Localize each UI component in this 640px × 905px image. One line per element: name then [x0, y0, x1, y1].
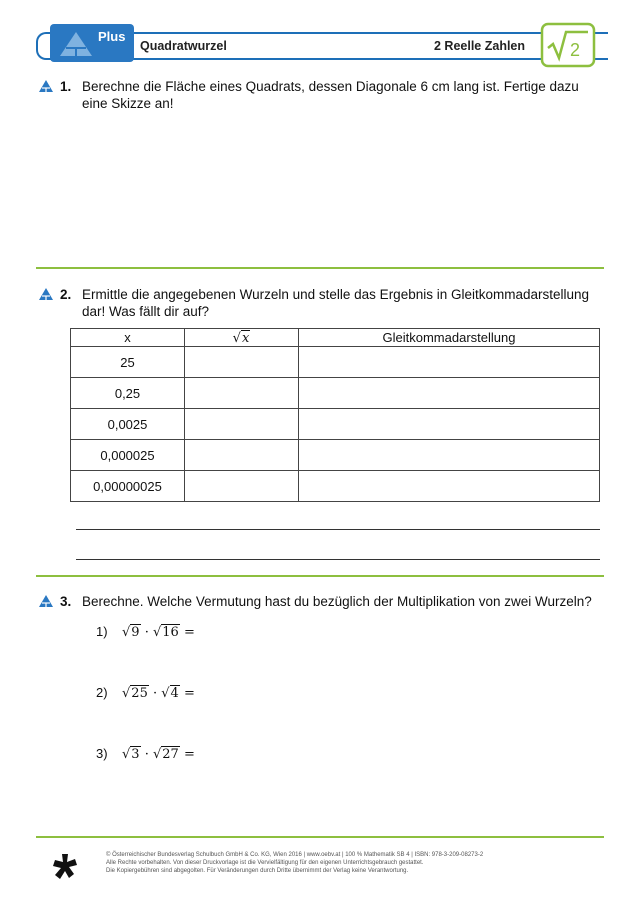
table-row [71, 440, 600, 471]
cell-sqrt[interactable] [185, 347, 299, 378]
answer-line[interactable] [76, 559, 600, 560]
roots-table [70, 328, 600, 502]
footer-line: Alle Rechte vorbehalten. Von dieser Druckvorlage ist die Vervielfältigung für den eigenen Unterrichtsgebrauch gestattet. [106, 860, 424, 866]
task-number: 2. [60, 287, 72, 302]
cell-float[interactable] [299, 440, 600, 471]
cell-x: 0,00000025 [71, 471, 185, 502]
cell-float[interactable] [299, 347, 600, 378]
header-float: Gleitkommadarstellung [299, 329, 600, 347]
radicand-b: 4 [170, 686, 179, 701]
header-x: x [71, 329, 185, 347]
expression-1: 1) √9 · √16 = [96, 624, 195, 640]
cell-float[interactable] [299, 378, 600, 409]
cell-x: 25 [71, 347, 185, 378]
cell-sqrt[interactable] [185, 409, 299, 440]
cell-sqrt[interactable] [185, 471, 299, 502]
radicand-a: 9 [131, 625, 140, 640]
table-row [71, 409, 600, 440]
plus-logo [50, 24, 134, 62]
header-sqrt-x: √x [185, 329, 299, 347]
task-text: Berechne. Welche Vermutung hast du bezüglich der Multiplikation von zwei Wurzeln? [82, 594, 592, 609]
table-row [71, 378, 600, 409]
difficulty-icon [38, 79, 54, 93]
section-divider [36, 836, 604, 838]
answer-line[interactable] [76, 529, 600, 530]
publisher-logo-icon [50, 852, 80, 882]
page-title: Quadratwurzel [140, 39, 227, 53]
svg-text:2: 2 [570, 40, 581, 60]
cell-x: 0,000025 [71, 440, 185, 471]
radicand-b: 27 [162, 747, 179, 762]
table-header-row [71, 329, 600, 347]
section-divider [36, 575, 604, 577]
task-text: Ermittle die angegebenen Wurzeln und stelle das Ergebnis in Gleitkommadarstellung dar! Was fällt dir auf? [82, 287, 590, 319]
expression-3: 3) √3 · √27 = [96, 746, 195, 762]
footer-line: Die Kopiergebühren sind abgegolten. Für Veränderungen durch Dritte übernimmt der Verlag keine Verantwortung. [106, 868, 409, 874]
expression-index: 2) [96, 685, 108, 700]
cell-float[interactable] [299, 471, 600, 502]
chapter-label: 2 Reelle Zahlen [434, 39, 526, 53]
difficulty-icon [38, 287, 54, 301]
section-divider [36, 267, 604, 269]
triangle-logo-icon [58, 30, 94, 58]
cell-x: 0,25 [71, 378, 185, 409]
cell-x: 0,0025 [71, 409, 185, 440]
radicand-a: 25 [131, 686, 148, 701]
task-text: Berechne die Fläche eines Quadrats, dessen Diagonale 6 cm lang ist. Fertige dazu eine Skizze an! [82, 79, 579, 111]
table-row [71, 347, 600, 378]
expression-index: 3) [96, 746, 108, 761]
header-rule [130, 58, 540, 60]
sqrt-badge-icon [540, 22, 596, 68]
task-number: 3. [60, 594, 72, 609]
footer-copyright [106, 851, 586, 875]
cell-sqrt[interactable] [185, 440, 299, 471]
radicand-b: 16 [162, 625, 179, 640]
expression-index: 1) [96, 624, 108, 639]
footer-line: © Österreichischer Bundesverlag Schulbuch GmbH & Co. KG, Wien 2016 | www.oebv.at | 100 % Mathematik SB 4 | ISBN: 978-3-209-08273-2 [106, 852, 484, 858]
difficulty-icon [38, 594, 54, 608]
task-number: 1. [60, 79, 72, 94]
expression-2: 2) √25 · √4 = [96, 685, 195, 701]
table-row [71, 471, 600, 502]
radicand-a: 3 [131, 747, 140, 762]
cell-float[interactable] [299, 409, 600, 440]
logo-text: Plus [98, 29, 126, 44]
cell-sqrt[interactable] [185, 378, 299, 409]
